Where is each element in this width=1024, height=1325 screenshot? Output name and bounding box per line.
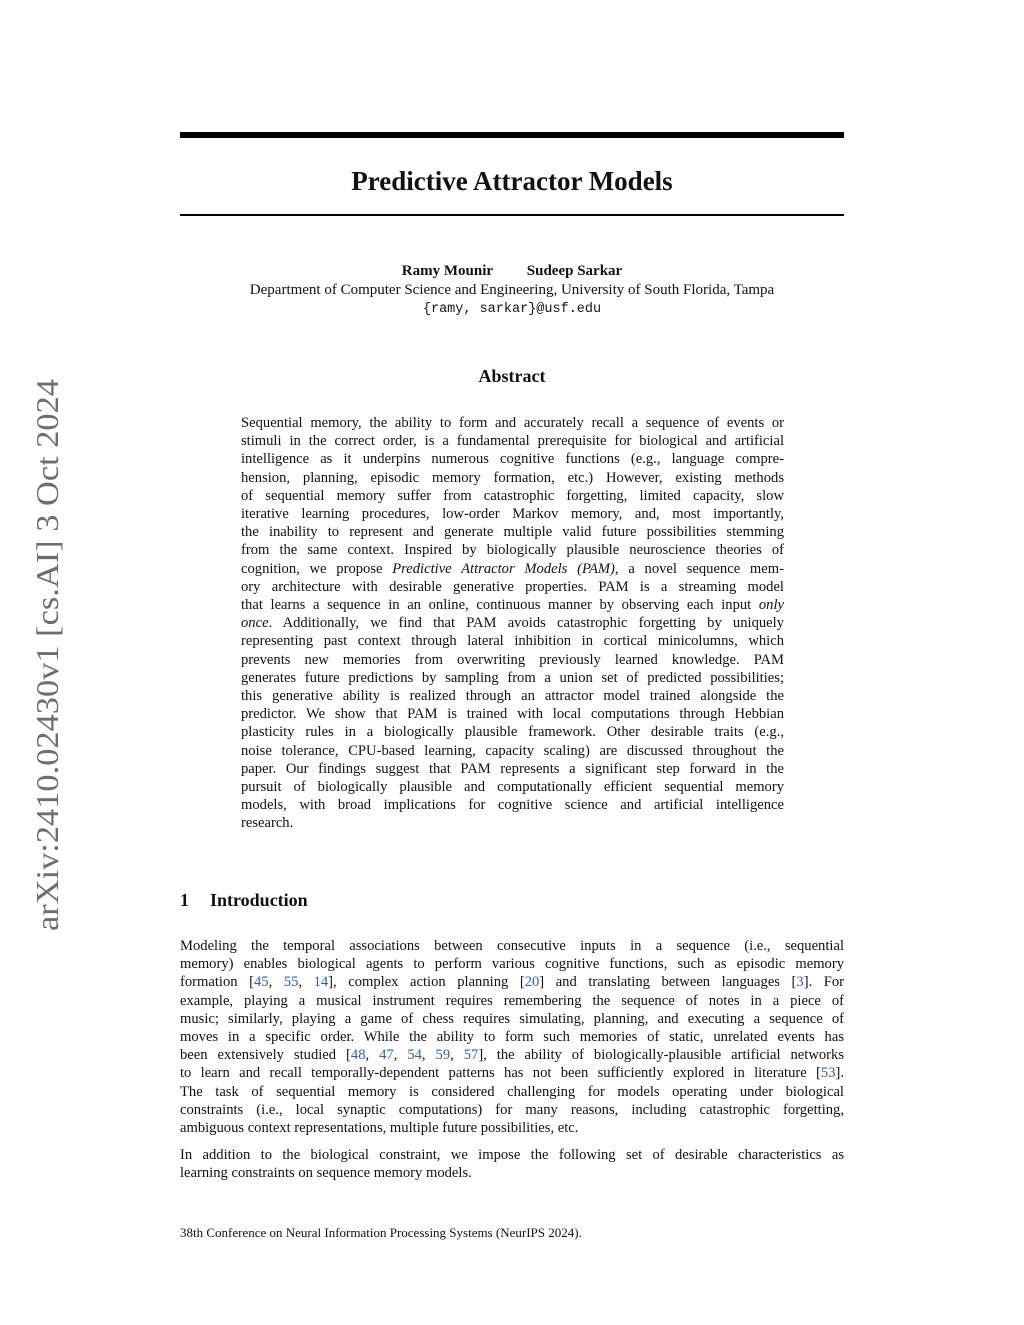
abstract-line: models, with broad implications for cognitive science and artificial intelligence [241, 797, 784, 814]
text: ], complex action planning [ [328, 974, 525, 991]
abstract-line: intelligence as it underpins numerous cognitive functions (e.g., language compre- [241, 451, 784, 468]
section-title: Introduction [210, 890, 308, 910]
abstract-text: , a novel sequence mem- [614, 560, 784, 577]
venue-footnote: 38th Conference on Neural Information Processing Systems (NeurIPS 2024). [180, 1225, 582, 1240]
citation-link[interactable]: 45 [253, 974, 269, 991]
model-name-italic: Predictive Attractor Models (PAM) [392, 560, 615, 577]
author-name: Ramy Mounir [401, 263, 494, 279]
citation-link[interactable]: 3 [796, 974, 804, 991]
abstract-line: Sequential memory, the ability to form and accurately recall a sequence of events or [241, 415, 784, 431]
citation-link[interactable]: 14 [313, 974, 329, 991]
abstract-line [241, 596, 784, 614]
arxiv-stamp-graphic [14, 375, 74, 935]
paragraph-line: formation [45, 55, 14], complex action planning [20] and translating between languages [3]. For [180, 974, 845, 991]
abstract-line: stimuli in the correct order, is a fundamental prerequisite for biological and artificial [241, 433, 784, 450]
arxiv-stamp [14, 375, 74, 935]
paragraph-line: The task of sequential memory is considered challenging for models operating under biological [180, 1083, 844, 1100]
paragraph [180, 937, 844, 1137]
citation-link[interactable]: 47 [379, 1047, 394, 1064]
paragraph-line: constraints (i.e., local synaptic computations) for many reasons, including catastrophic forgetting, [180, 1101, 844, 1118]
text: ] and translating between languages [ [539, 974, 797, 991]
paragraph-line: In addition to the biological constraint, we impose the following set of desirable characteristics as [180, 1147, 844, 1164]
abstract-line: pursuit of biologically plausible and computationally efficient sequential memory [241, 779, 784, 796]
paragraph-line: been extensively studied [48, 47, 54, 59, 57], the ability of biologically-plausible artificial networks [180, 1047, 845, 1064]
abstract-text: . Additionally, we find that PAM avoids catastrophic forgetting by uniquely [268, 615, 784, 632]
author-name: Sudeep Sarkar [526, 263, 623, 279]
paragraph-line: ambiguous context representations, multiple future possibilities, etc. [180, 1120, 579, 1137]
citation-link[interactable]: 20 [524, 974, 540, 991]
citation-link[interactable]: 54 [407, 1047, 422, 1064]
text: been extensively studied [ [180, 1047, 351, 1064]
abstract-line: generates future predictions by sampling from a union set of predicted possibilities; [241, 669, 784, 686]
citation-link[interactable]: 48 [350, 1047, 366, 1064]
author-emails: {ramy, sarkar}@usf.edu [422, 302, 602, 317]
emphasis-italic: once [241, 615, 269, 632]
abstract-line [241, 560, 784, 578]
abstract-body [241, 414, 784, 833]
abstract-line [241, 614, 784, 632]
title-rule-top [180, 132, 844, 138]
abstract-line: iterative learning procedures, low-order Markov memory, and, most importantly, [241, 506, 784, 523]
arxiv-stamp-text: arXiv:2410.02430v1 [cs.AI] 3 Oct 2024 [29, 417, 65, 931]
abstract-line: ory architecture with desirable generative properties. PAM is a streaming model [241, 578, 784, 595]
affiliation: Department of Computer Science and Engineering, University of South Florida, Tampa [249, 282, 775, 298]
paragraph-line: Modeling the temporal associations between consecutive inputs in a sequence (i.e., sequential [180, 938, 844, 954]
abstract-line: paper. Our findings suggest that PAM represents a significant step forward in the [241, 760, 784, 777]
text: to learn and recall temporally-dependent patterns has not been sufficiently explored in literature [ [180, 1065, 821, 1082]
paragraph [180, 1146, 844, 1182]
paragraph-line: memory) enables biological agents to perform various cognitive functions, such as episodic memory [180, 956, 844, 973]
abstract-line: research. [241, 815, 294, 832]
abstract-line: predictor. We show that PAM is trained with local computations through Hebbian [241, 706, 784, 723]
citation-link[interactable]: 55 [283, 974, 299, 991]
text: ]. [835, 1065, 844, 1082]
abstract-line: hension, planning, episodic memory formation, etc.) However, existing methods [241, 469, 784, 486]
text: formation [ [180, 974, 254, 991]
abstract-text: cognition, we propose [241, 560, 393, 577]
paragraph-line: example, playing a musical instrument requires remembering the sequence of notes in a piece of [180, 992, 844, 1009]
author-block [180, 262, 844, 319]
abstract-line: noise tolerance, CPU-based learning, capacity scaling) are discussed throughout the [241, 742, 784, 759]
title-rule-bottom [180, 214, 844, 216]
section-number: 1 [180, 890, 189, 910]
paragraph-line: moves in a specific order. While the ability to form such memories of static, unrelated events has [180, 1029, 844, 1046]
emphasis-italic: only [758, 597, 784, 614]
section-heading-introduction [180, 888, 844, 912]
citation-link[interactable]: 57 [463, 1047, 479, 1064]
abstract-line: the inability to represent and generate multiple valid future possibilities stemming [241, 524, 784, 541]
abstract-line: plasticity rules in a biologically plausible framework. Other desirable traits (e.g., [241, 724, 784, 741]
author-names [180, 262, 844, 281]
abstract-line: of sequential memory suffer from catastrophic forgetting, limited capacity, slow [241, 487, 784, 504]
abstract-heading: Abstract [478, 366, 546, 386]
paper-title: Predictive Attractor Models [351, 166, 673, 196]
paragraph-line [180, 1064, 844, 1082]
citation-link[interactable]: 59 [435, 1047, 451, 1064]
paragraph-line: music; similarly, playing a game of chess requires simulating, planning, and executing a sequence of [180, 1010, 844, 1027]
citation-link[interactable]: 53 [820, 1065, 836, 1082]
abstract-line: prevents new memories from overwriting previously learned knowledge. PAM [241, 651, 784, 668]
abstract-text: that learns a sequence in an online, continuous manner by observing each input [241, 597, 759, 614]
paragraph-line: learning constraints on sequence memory models. [180, 1165, 472, 1182]
introduction-body [180, 937, 844, 1183]
text: ]. For [803, 974, 845, 991]
abstract-line: representing past context through lateral inhibition in cortical minicolumns, which [241, 633, 784, 650]
abstract-line: this generative ability is realized through an attractor model trained alongside the [241, 688, 784, 705]
abstract-line: from the same context. Inspired by biologically plausible neuroscience theories of [241, 542, 784, 559]
text: ], the ability of biologically-plausible artificial networks [478, 1047, 845, 1064]
